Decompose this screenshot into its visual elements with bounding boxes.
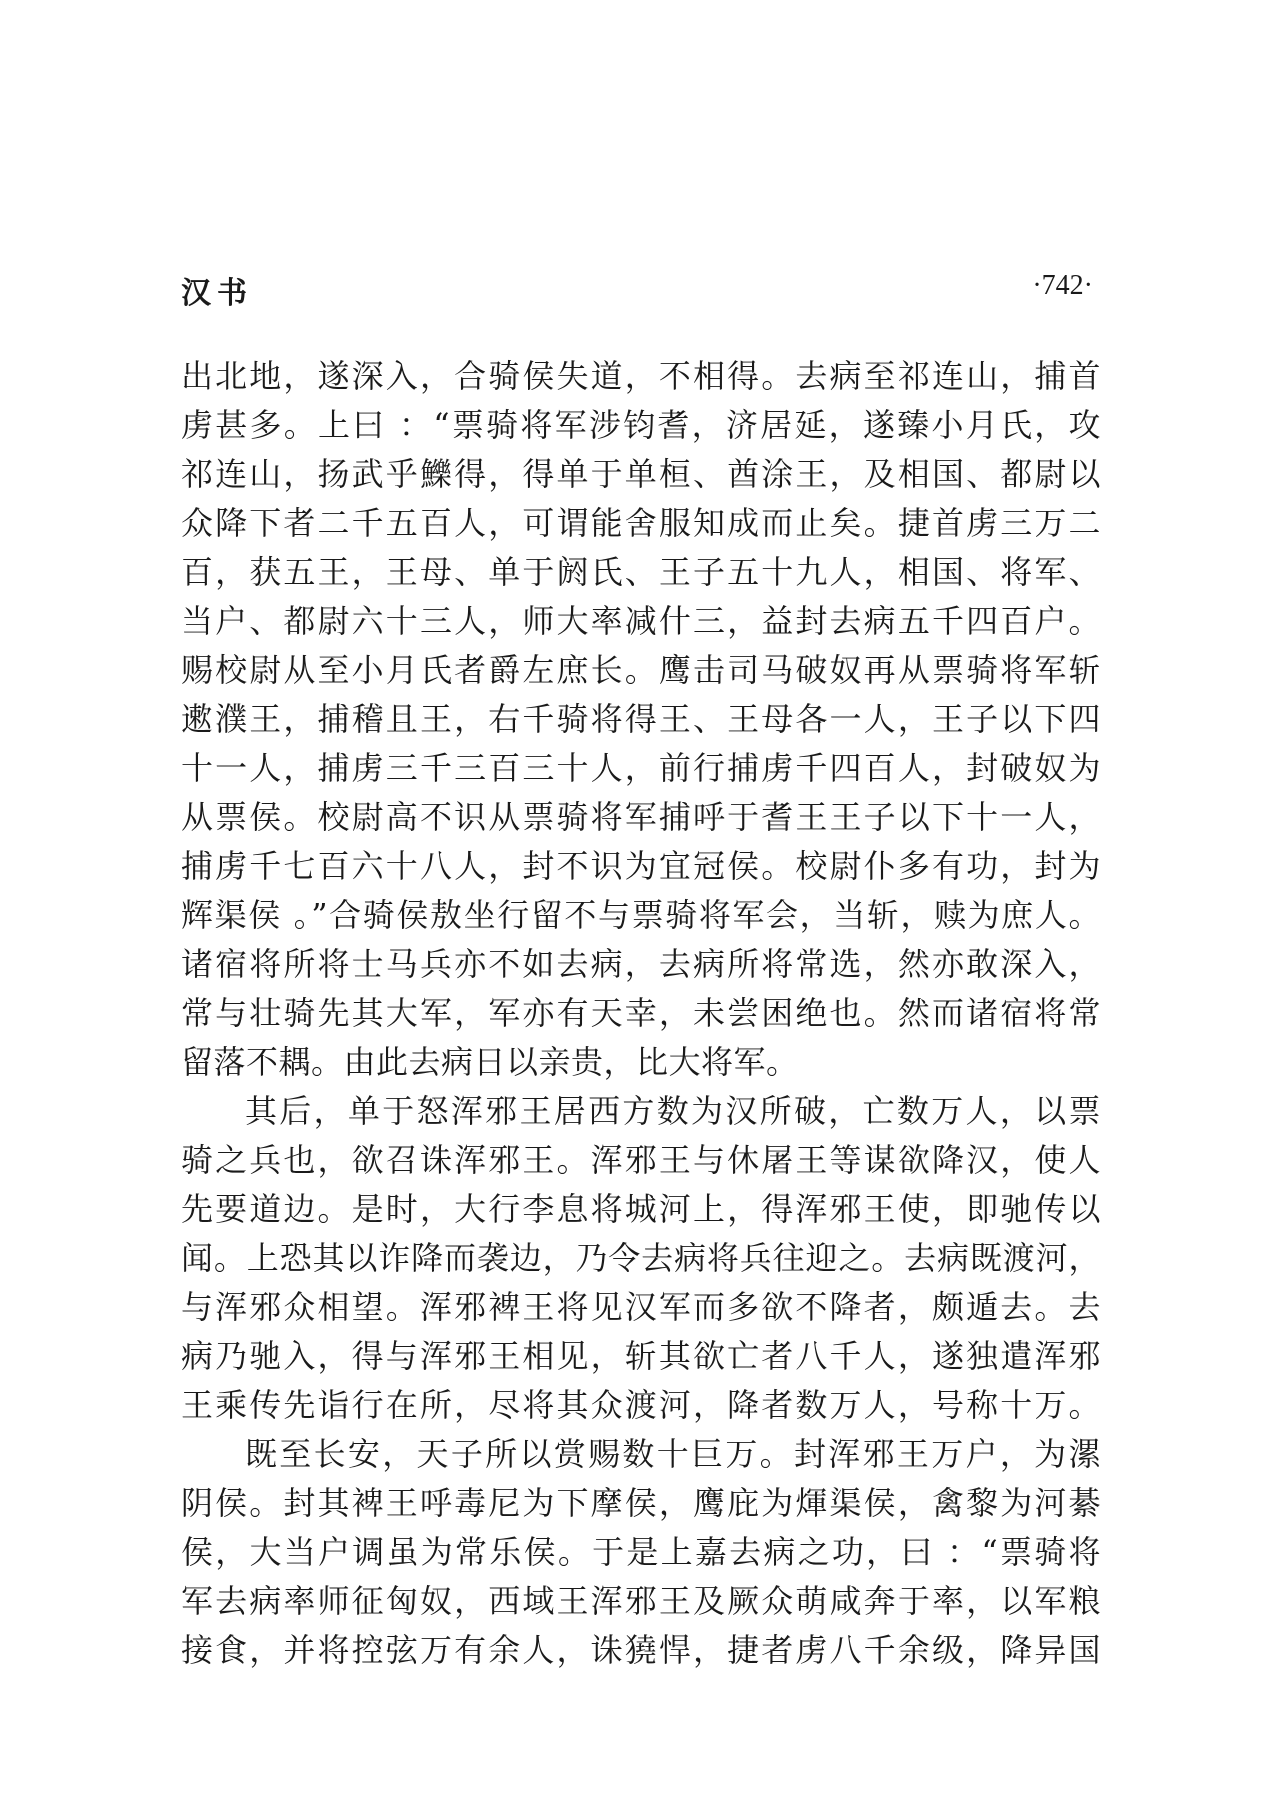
- text-line: 辉渠侯 。”合骑侯敖坐行留不与票骑将军会，当斩，赎为庶人。: [181, 896, 1101, 934]
- text-line: 阴侯。封其裨王呼毒尼为下摩侯，鹰庇为煇渠侯，禽黎为河綦: [181, 1484, 1101, 1522]
- text-line: 病乃驰入，得与浑邪王相见，斩其欲亡者八千人，遂独遣浑邪: [181, 1337, 1101, 1375]
- text-line: 侯，大当户调虽为常乐侯。于是上嘉去病之功，曰 ：“票骑将: [181, 1533, 1101, 1571]
- text-line: 出北地，遂深入，合骑侯失道，不相得。去病至祁连山，捕首: [181, 357, 1101, 395]
- text-line: 军去病率师征匈奴，西域王浑邪王及厥众萌咸奔于率，以军粮: [181, 1582, 1101, 1620]
- text-line: 诸宿将所将士马兵亦不如去病，去病所将常选，然亦敢深入，: [181, 945, 1101, 983]
- text-line: 祁连山，扬武乎鱳得，得单于单桓、酋涂王，及相国、都尉以: [181, 455, 1101, 493]
- text-line: 先要道边。是时，大行李息将城河上，得浑邪王使，即驰传以: [181, 1190, 1101, 1228]
- page-header: [181, 268, 1093, 311]
- paragraph-first-line: 其后，单于怒浑邪王居西方数为汉所破，亡数万人，以票: [245, 1092, 1101, 1130]
- body-text: [181, 352, 1101, 1675]
- text-line: 十一人，捕虏三千三百三十人，前行捕虏千四百人，封破奴为: [181, 749, 1101, 787]
- text-line: 接食，并将控弦万有余人，诛獟悍，捷者虏八千余级，降异国: [181, 1631, 1101, 1669]
- text-line: 虏甚多。上曰 ：“票骑将军涉钧耆，济居延，遂臻小月氏，攻: [181, 406, 1101, 444]
- text-line: 王乘传先诣行在所，尽将其众渡河，降者数万人，号称十万。: [181, 1386, 1101, 1424]
- text-line: 赐校尉从至小月氏者爵左庶长。鹰击司马破奴再从票骑将军斩: [181, 651, 1101, 689]
- paragraph-first-line: 既至长安，天子所以赏赐数十巨万。封浑邪王万户，为漯: [245, 1435, 1101, 1473]
- page-number: ·742·: [1032, 270, 1093, 301]
- book-title: 汉书: [181, 276, 253, 311]
- text-line: 众降下者二千五百人，可谓能舍服知成而止矣。捷首虏三万二: [181, 504, 1101, 542]
- text-line: 与浑邪众相望。浑邪裨王将见汉军而多欲不降者，颇遁去。去: [181, 1288, 1101, 1326]
- text-line: 百，获五王，王母、单于阏氏、王子五十九人，相国、将军、: [181, 553, 1101, 591]
- text-line: 留落不耦。由此去病日以亲贵，比大将军。: [181, 1043, 799, 1081]
- text-line: 遬濮王，捕稽且王，右千骑将得王、王母各一人，王子以下四: [181, 700, 1101, 738]
- text-line: 当户、都尉六十三人，师大率减什三，益封去病五千四百户。: [181, 602, 1101, 640]
- text-line: 闻。上恐其以诈降而袭边，乃令去病将兵往迎之。去病既渡河，: [181, 1239, 1101, 1277]
- text-line: 从票侯。校尉高不识从票骑将军捕呼于耆王王子以下十一人，: [181, 798, 1101, 836]
- text-line: 常与壮骑先其大军，军亦有天幸，未尝困绝也。然而诸宿将常: [181, 994, 1101, 1032]
- text-line: 捕虏千七百六十八人，封不识为宜冠侯。校尉仆多有功，封为: [181, 847, 1101, 885]
- text-line: 骑之兵也，欲召诛浑邪王。浑邪王与休屠王等谋欲降汉，使人: [181, 1141, 1101, 1179]
